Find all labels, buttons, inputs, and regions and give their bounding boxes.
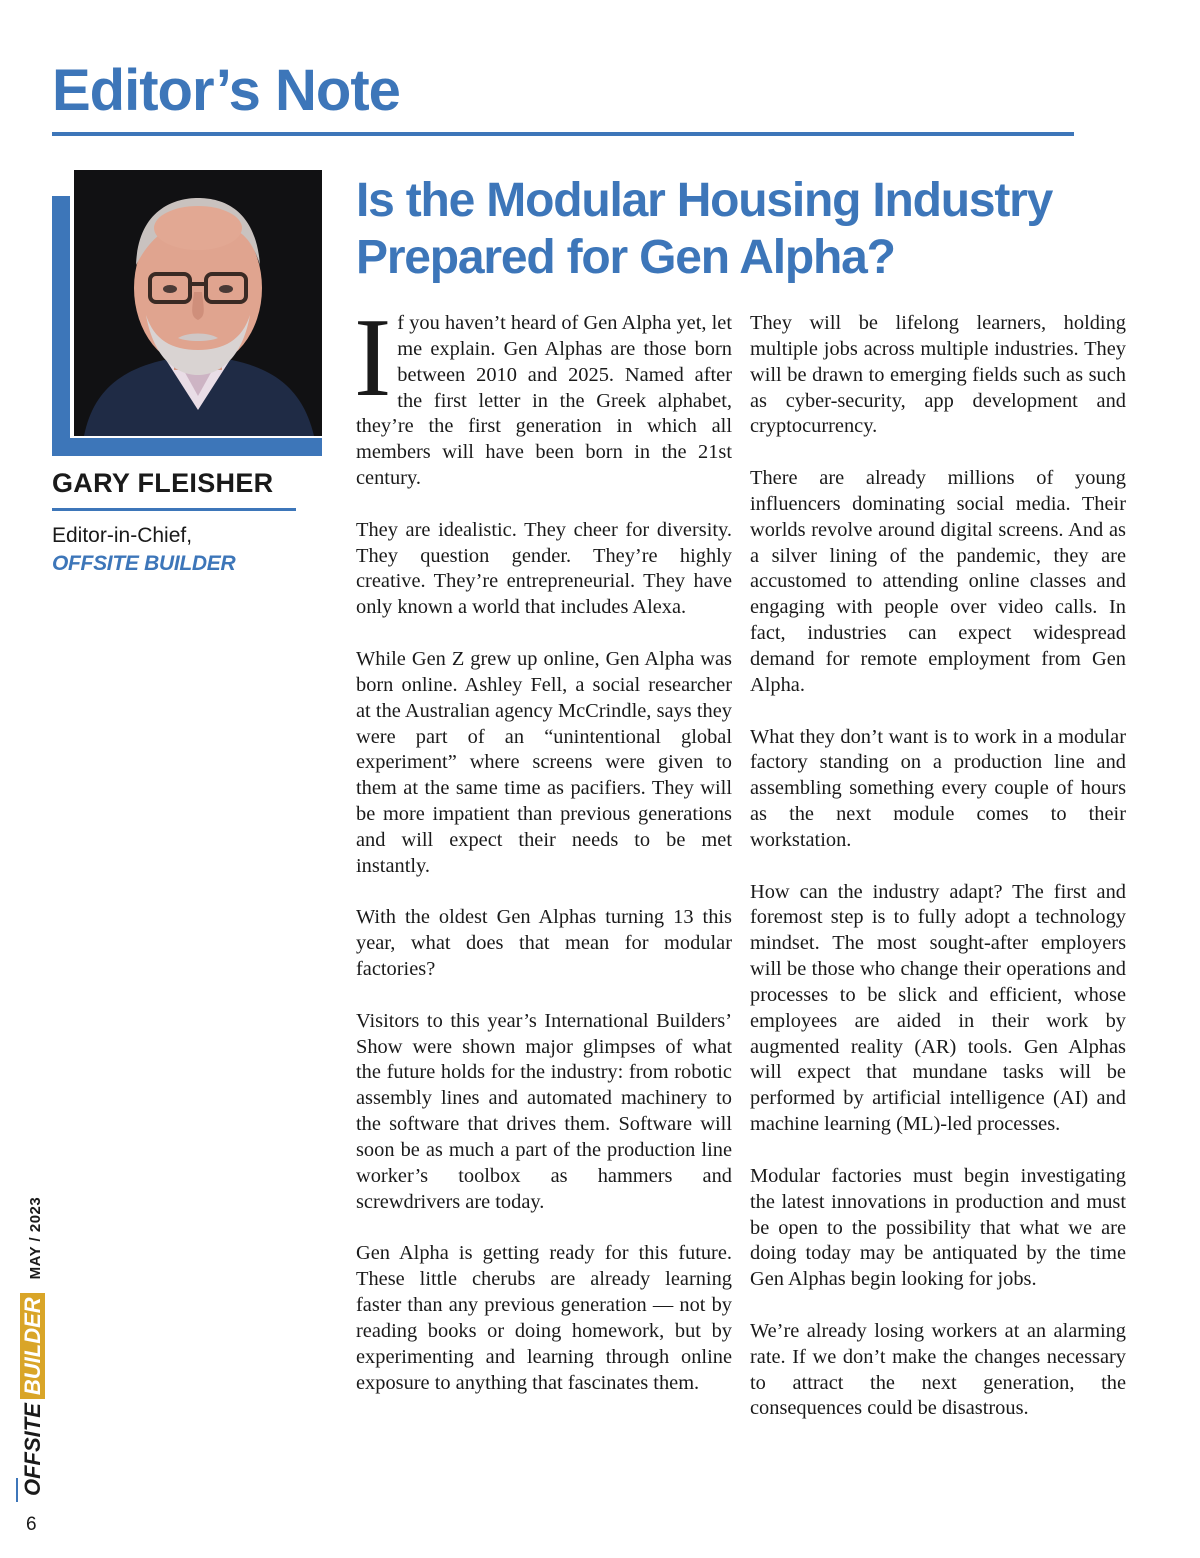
article-paragraph: What they don’t want is to work in a modular factory standing on a production line and assembling something every couple of hours as the next module comes to their workstation.: [750, 725, 1126, 851]
article-paragraph: They will be lifelong learners, holding multiple jobs across multiple industries. They will be drawn to emerging fields such as such as cyber-security, app development and cryptocurrency.: [750, 312, 1126, 438]
article-paragraph-text: f you haven’t heard of Gen Alpha yet, let me explain. Gen Alphas are those born between 2010 and 2025. Named after the first letter in the Greek alphabet, they’re the first generation in which all members will have been born in the 21st century.: [356, 312, 732, 490]
brand-offsite: OFFSITE: [20, 1403, 45, 1496]
photo-frame-accent-bottom: [52, 438, 322, 456]
article-paragraph: While Gen Z grew up online, Gen Alpha was born online. Ashley Fell, a social researcher at the Australian agency McCrindle, says they were part of an “unintentional global experiment” where screens were given to them at the same time as pacifiers. They will be more impatient than previous generations and will expect their needs to be met instantly.: [356, 647, 732, 877]
article-paragraph: Modular factories must begin investigating the latest innovations in production and must be open to the possibility that what we are doing today may be antiquated by the time Gen Alphas begin looking for jobs.: [750, 1164, 1126, 1291]
article-column-right: [750, 311, 1126, 1422]
brand-builder: BUILDER: [20, 1293, 45, 1399]
article-headline: Is the Modular Housing Industry Prepared for Gen Alpha?: [356, 174, 1053, 284]
drop-cap: I: [354, 296, 392, 420]
issue-date: MAY / 2023: [27, 1196, 44, 1280]
article-paragraph: Visitors to this year’s International Builders’ Show were shown major glimpses of what the future holds for the industry: from robotic assembly lines and automated machinery to the software that drives them. Software will soon be as much a part of the production line worker’s toolbox as hammers and screwdrivers are today.: [356, 1009, 732, 1213]
article-paragraph: [354, 296, 732, 492]
article-column-left: [354, 296, 732, 1396]
author-name-rule: [52, 508, 296, 511]
photo-frame-accent: [52, 196, 70, 456]
author-portrait-icon: [74, 170, 322, 436]
author-name: GARY FLEISHER: [52, 468, 274, 498]
page-number-rule: [16, 1478, 18, 1502]
author-role-block: [52, 522, 235, 578]
author-publication: OFFSITE BUILDER: [52, 552, 236, 575]
section-title-rule: [52, 132, 1074, 136]
article-paragraph: They are idealistic. They cheer for diversity. They question gender. They’re highly creative. They’re entrepreneurial. They have only known a world that includes Alexa.: [356, 518, 732, 619]
article-paragraph: There are already millions of young influencers dominating social media. Their worlds revolve around digital screens. And as a silver lining of the pandemic, they are accustomed to attending online classes and engaging with people over video calls. In fact, industries can expect widespread demand for remote employment from Gen Alpha.: [750, 467, 1126, 696]
author-photo: [74, 170, 322, 436]
section-title: Editor’s Note: [52, 58, 400, 123]
article-paragraph: We’re already losing workers at an alarming rate. If we don’t make the changes necessary to attract the next generation, the consequences could be disastrous.: [750, 1319, 1126, 1420]
page-number: 6: [26, 1514, 37, 1535]
magazine-side-brand: [22, 1197, 47, 1496]
article-paragraph: With the oldest Gen Alphas turning 13 this year, what does that mean for modular factories?: [356, 906, 732, 981]
article-paragraph: How can the industry adapt? The first and foremost step is to fully adopt a technology mindset. The most sought-after employers will be those who change their operations and processes to be slick and efficient, whose employees are aided in their work by augmented reality (AR) tools. Gen Alphas will expect that mundane tasks will be performed by artificial intelligence (AI) and machine learning (ML)-led processes.: [750, 880, 1126, 1136]
author-role: Editor-in-Chief,: [52, 524, 193, 547]
article-paragraph: Gen Alpha is getting ready for this future. These little cherubs are already learning faster than any previous generation — not by reading books or doing homework, but by experimenting and learning through online exposure to anything that fascinates them.: [356, 1242, 732, 1394]
